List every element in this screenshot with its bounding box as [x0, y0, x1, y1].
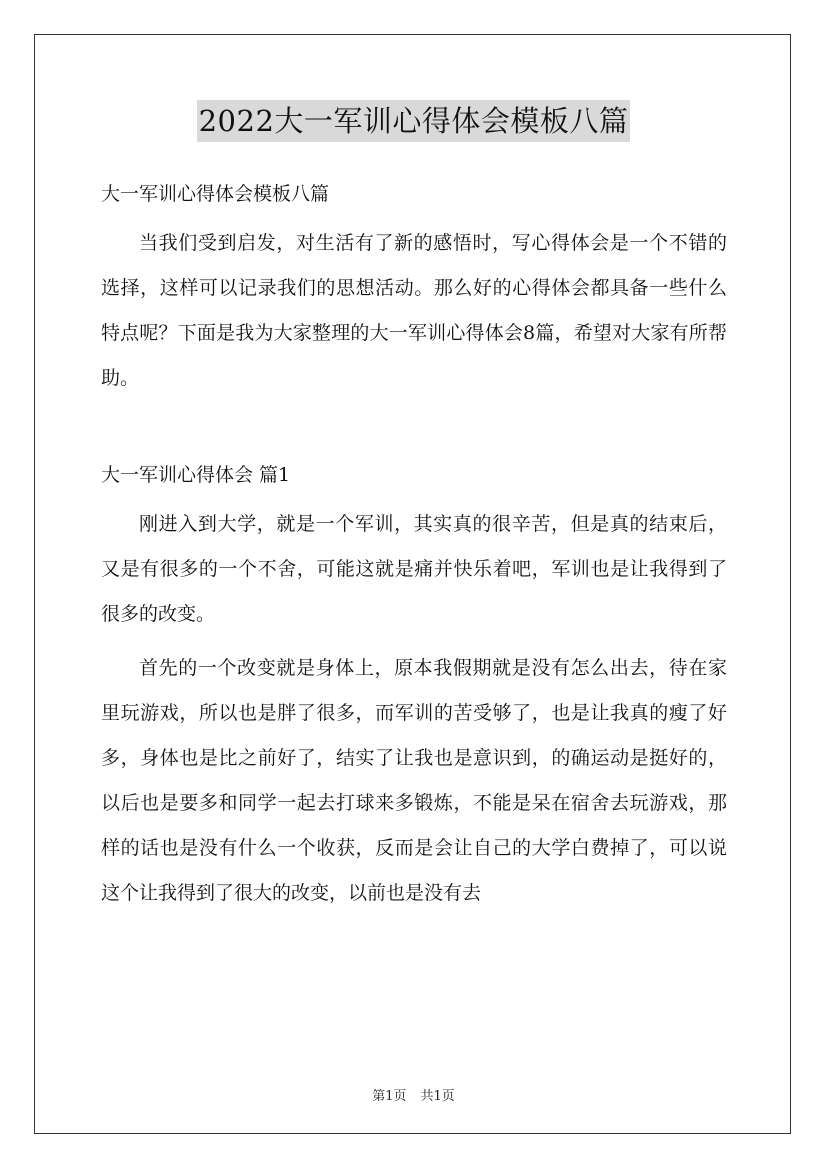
- intro-paragraph: 当我们受到启发，对生活有了新的感悟时，写心得体会是一个不错的选择，这样可以记录我们的思想活动。那么好的心得体会都具备一些什么特点呢？下面是我为大家整理的大一军训心得体会8篇，希望对大家有所帮助。: [101, 232, 727, 389]
- document-subtitle: 大一军训心得体会模板八篇: [101, 183, 330, 205]
- title-container: [0, 100, 827, 142]
- body-paragraph: 刚进入到大学，就是一个军训，其实真的很辛苦，但是真的结束后，又是有很多的一个不舍，可能这就是痛并快乐着吧，军训也是让我得到了很多的改变。: [101, 513, 727, 625]
- section-heading: 大一军训心得体会 篇1: [101, 464, 291, 486]
- spacer: [101, 493, 727, 502]
- spacer: [101, 637, 727, 646]
- spacer: [101, 401, 727, 457]
- document-body: [101, 176, 727, 916]
- page-footer: [0, 1085, 827, 1104]
- spacer: [101, 212, 727, 221]
- page-number: 第1页: [372, 1089, 407, 1104]
- document-title: 2022大一军训心得体会模板八篇: [197, 100, 631, 142]
- page-total: 共1页: [420, 1089, 455, 1104]
- body-paragraph: 首先的一个改变就是身体上，原本我假期就是没有怎么出去，待在家里玩游戏，所以也是胖了很多，而军训的苦受够了，也是让我真的瘦了好多，身体也是比之前好了，结实了让我也是意识到，的确运动是挺好的，以后也是要多和同学一起去打球来多锻炼，不能是呆在宿舍去玩游戏，那样的话也是没有什么一个收获，反而是会让自己的大学白费掉了，可以说这个让我得到了很大的改变，以前也是没有去: [101, 657, 727, 904]
